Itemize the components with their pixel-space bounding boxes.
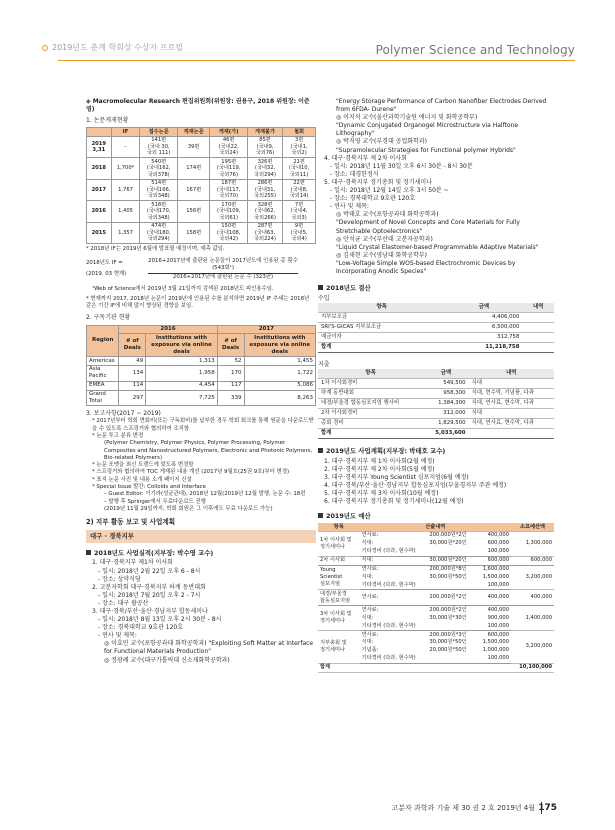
table-cell: Asia Pacific (87, 365, 119, 381)
list-item: "Low-Voltage Simple WOS-based Electrochromic Devices by Incorporating Anodic Species" (336, 259, 516, 275)
table-cell: 30,000원*30인 (429, 614, 467, 621)
list-item: - 연사 및 제목: (98, 632, 137, 640)
table-cell: 10,100,000 (511, 663, 554, 672)
table-header: 금액 (445, 303, 522, 313)
list-item: 1. 대구·경북지부 제1차 이사회 (92, 559, 173, 567)
inst-header: Institutions with exposure via online deals (146, 334, 217, 357)
table-cell: 400,000 (487, 606, 510, 613)
budget-total: 1,300,000 (511, 531, 554, 556)
section-1-heading: 1. 논문게재현황 (86, 117, 129, 125)
list-item: - 장소: 대경한정식 (330, 170, 379, 178)
list-item: - 장소: 경북대학교 9호관 120호 (98, 624, 184, 632)
if-formula (86, 258, 316, 282)
list-item: - 일시: 2018년 8월 13일 오후 2시 30분 - 8시 (98, 616, 222, 624)
table-cell: 3편 (국내1, 국외2) (283, 136, 316, 158)
header-left-text: 2019년도 춘계 학회상 수상자 프로필 (52, 43, 183, 52)
list-item: (2019년 11월 29일까지, 학회 회원은 그 이후에도 무료 다운로드 가능) (104, 505, 273, 512)
table-header: 항목 (318, 369, 423, 379)
list-item: "Supramolecular Strategies for Functional polymer Hybrids" (336, 146, 516, 154)
plan-list (318, 458, 554, 507)
table-cell: 1,722 (244, 365, 315, 381)
sub-heading-c (318, 447, 554, 456)
table-row (318, 565, 554, 573)
table-cell: EMEA (87, 381, 119, 390)
table-cell: 1,313 (146, 357, 217, 366)
table-row (87, 136, 316, 158)
budget-total: 3,200,000 (511, 565, 554, 590)
total-row (318, 342, 554, 352)
table-cell: Americas (87, 357, 119, 366)
table-cell: 30,000원*20인 (427, 556, 475, 565)
list-item: 3. 대구·경북/부산·울산·경남지부 합동세미나 (92, 608, 208, 615)
total-row (318, 429, 554, 439)
list-item: ◎ 박직영 교수(부경대 공업화학과) (336, 138, 427, 146)
table-row (87, 222, 316, 244)
sub-heading-d-text: 2019년도 예산 (326, 512, 371, 521)
page-header (0, 0, 615, 70)
table-cell (522, 342, 554, 352)
table-row (318, 312, 554, 322)
table-cell: 2차 이사회경비 (318, 409, 423, 419)
list-item: - 장소: 상약식당 (98, 575, 141, 583)
table-cell: 600,000 (487, 631, 510, 638)
year-header (87, 128, 112, 137)
table-cell: 117 (217, 381, 244, 390)
branch-band: 대구 · 경북지부 (86, 530, 316, 543)
table-row (318, 419, 554, 429)
table-cell: 연사료: (361, 631, 379, 638)
table-cell: 158편 (177, 222, 209, 244)
table-cell (522, 332, 554, 342)
table-cell: 식대: (361, 540, 374, 547)
table-cell: 100,000 (476, 622, 511, 630)
sub-heading-b (318, 284, 554, 293)
list-item: - 장소: 대구 팔공산 (98, 599, 149, 607)
deals-header: # of Deals (119, 334, 146, 357)
table-row (318, 630, 554, 638)
table-cell: 9편 (국내5, 국외4) (283, 222, 316, 244)
formula-numerator-count: (543회¹) (212, 264, 234, 271)
table-cell: 549,500 (423, 378, 468, 388)
table-cell: 4,406,000 (445, 312, 522, 322)
income-table (318, 303, 554, 353)
table-cell: 474편 (국내180, 국외294) (140, 222, 178, 244)
list-item: ◎ 김세현 교수(영남대 화학공학부) (336, 251, 427, 259)
formula-year: (2019. 03 현재) (86, 270, 127, 277)
table-cell: 식대: (361, 574, 374, 581)
table-cell: 식대: (361, 639, 374, 646)
table-cell: 1,500,000 (482, 639, 510, 646)
list-item: "Energy Storage Performance of Carbon Nanofiber Electrodes Derived from 6FDA- Durene" (336, 98, 547, 114)
list-item: ◎ 박태호 교수(포항공과대 화학공학과) (336, 211, 439, 219)
table-cell: 134 (119, 365, 146, 381)
table-cell: 900,000 (487, 614, 510, 621)
table-cell: 합계 (318, 429, 423, 439)
table-cell: 21편 (국내10, 국외11) (283, 158, 316, 180)
square-bullet-icon (318, 448, 323, 453)
table-cell: 기타경비 (다과, 현수막) (360, 622, 428, 630)
table-cell: 1,357 (111, 222, 140, 244)
formula-numerator-text: 2016+2017년에 출판된 논문들이 2017년도에 인용된 총 횟수 (148, 257, 298, 264)
list-item: * 표지 논문 사진 및 내용 소개 페이지 신설 (92, 476, 192, 483)
table-cell: Grand Total (87, 390, 119, 406)
budget-item: 3차 이사회 및 정기세미나 (318, 606, 360, 631)
table-cell: 1,000,000 (482, 647, 510, 654)
table-cell: 187편 (국내117, 국외70) (210, 179, 248, 201)
table-cell: 2016 (87, 201, 112, 223)
table-cell: 400,000 (476, 590, 511, 606)
square-bullet-icon (318, 285, 323, 290)
table-cell: 7편 (국내4, 국외3) (283, 201, 316, 223)
table-row (318, 332, 554, 342)
right-column (318, 98, 554, 673)
note-trend: * 현재까지 2017, 2018년 논문이 2019년에 인용된 수를 분석하면 2019년 IF 추세는 2018년 같은 기간 IF에 비해 많이 향상된 경향을 보임. (86, 295, 310, 310)
list-item: * 2017년부터 학회 면회비(또는 구독회비)를 납부한 경우 학회 회크를 통해 원문을 다운로드받을 수 있도록 스프링거와 협의하여 조치함 (92, 418, 314, 432)
left-column (86, 98, 316, 665)
table-header: 내역 (469, 369, 554, 379)
budget-item: 2차 이사회 (318, 556, 360, 565)
table-cell: 식대 (469, 409, 554, 419)
list-item: - 일시: 2018년 12월 14일 오후 3시 50분 ~ (330, 187, 449, 195)
table-cell: 195편 (국내119, 국외76) (210, 158, 248, 180)
publication-table (86, 127, 316, 244)
activity-continued-list (318, 98, 554, 276)
list-item: 2. 대구·경북지부 제 2차 이사회(5월 예정) (324, 465, 435, 473)
table-cell: 100,000 (476, 655, 511, 663)
table-header: 게재논문 (177, 128, 209, 137)
list-item: ◎ 이효민 교수(포항공과대 화학공학과) "Exploiting Soft Matter at Interface for Functional Materials Production" (104, 640, 314, 656)
table-cell: 5,086 (244, 381, 315, 390)
table-cell: 514편 (국내166, 국외348) (140, 179, 178, 201)
table-row (318, 389, 554, 399)
budget-total: 1,400,000 (511, 606, 554, 631)
list-item: – 발행 후 Springer에서 무료다운로드 진행 (104, 498, 206, 505)
table-cell: 1,767 (111, 179, 140, 201)
sub-heading-b-text: 2018년도 결산 (326, 284, 371, 293)
list-item: - 일시: 2018년 2월 22일 오후 6 - 8시 (98, 567, 201, 575)
list-item: 5. 대구·경북지부 제 3차 이사회(10월 예정) (324, 490, 439, 498)
table-cell: 연사료: (361, 606, 379, 613)
table-cell: 연사료: (361, 566, 379, 573)
section-3-heading: 3. 보고사항(2017 ~ 2019) (86, 410, 161, 418)
table-header: 접수논문 (140, 128, 178, 137)
table-cell: 200,000원*8인 (429, 566, 467, 573)
table-row (318, 378, 554, 388)
table-cell: 297 (119, 390, 146, 406)
list-item: - 연사 및 제목: (330, 203, 369, 211)
table-cell: 예금이자 (318, 332, 445, 342)
table-cell: 1,700* (111, 158, 140, 180)
activity-list (86, 559, 316, 664)
table-cell: 1,600,000 (482, 566, 510, 573)
table-cell: 4,454 (146, 381, 217, 390)
sub-heading-c-text: 2019년도 사업계획(지부장: 박태호 교수) (326, 447, 446, 456)
year-2016-header: 2016 (119, 325, 217, 334)
table-cell: 2018 (87, 158, 112, 180)
table-cell: 100,000 (476, 548, 511, 556)
table-cell: 167편 (177, 179, 209, 201)
footer-journal: 고분자 과학과 기술 제 30 권 2 호 2019년 4월 (391, 804, 535, 812)
table-cell (522, 312, 554, 322)
table-cell: 85편 (국내9, 국외76) (247, 136, 282, 158)
table-cell: 1,405 (111, 201, 140, 223)
table-cell: 1,829,500 (423, 419, 468, 429)
circle-icon (42, 45, 48, 51)
table-cell: 156편 (177, 201, 209, 223)
income-label: 수입 (318, 294, 330, 302)
list-item: 1. 대구·경북지부 제 1차 이사회(2월 예정) (324, 457, 435, 465)
table-cell: 기타경비 (다과, 현수막) (360, 581, 428, 589)
region-header: Region (87, 325, 119, 357)
table-cell: 100,000 (476, 581, 511, 589)
section-2-heading: 2. 구독기관 현황 (86, 314, 131, 322)
table-header: 항목 (318, 523, 360, 531)
table-row (318, 322, 554, 332)
table-cell: 200,000원*2인 (429, 532, 467, 539)
budget-total: 3,200,000 (511, 630, 554, 663)
table-cell: 400,000 (487, 532, 510, 539)
table-cell: 식대, 현수막, 기념품, 다과 (469, 389, 554, 399)
formula-note: ¹Web of Science에서 2019년 3월 21일까지 검색된 2018년도 피인용수임. (92, 285, 274, 292)
table-header: 금액 (423, 369, 468, 379)
expense-label: 지출 (318, 360, 330, 368)
total-row (318, 663, 554, 672)
table-row (87, 357, 316, 366)
table-cell: 52 (217, 357, 244, 366)
table-cell: 2019 3,31 (87, 136, 112, 158)
table-header: 게재(가) (210, 128, 248, 137)
table-cell: 312,758 (445, 332, 522, 342)
table-cell: 958,300 (423, 389, 468, 399)
table-cell: 328편 (국내62, 국외266) (247, 201, 282, 223)
table-cell: 30,000원*50인 (429, 639, 467, 646)
list-item: - 장소: 경북대학교 9호관 120호 (330, 195, 416, 203)
table-cell: 312,000 (423, 409, 468, 419)
table-cell (360, 663, 511, 672)
sub-heading-a-text: 2018년도 사업실적(지부장: 박수영 교수) (94, 548, 214, 557)
sub-heading-d (318, 512, 554, 521)
table-header: IF (111, 128, 140, 137)
table-header: 산출내역 (360, 523, 511, 531)
table-cell: 기타경비 (다과, 현수막) (360, 655, 428, 663)
table-cell: 연사료: (361, 532, 379, 539)
list-item: ◎ 이지석 교수(울산과학기술원 에너지 및 화학공학부) (336, 114, 478, 122)
list-item: * 스프링거와 협의하여 TOC 게재된 내용 개선 (2017년 9월호(25권 9호)부터 변경) (92, 469, 290, 476)
header-left (42, 43, 183, 54)
list-item: * 논문 포맷을 최신 트렌드에 맞도록 변경함 (92, 462, 194, 469)
table-cell: 합계 (318, 663, 360, 672)
table-header: 항목 (318, 303, 445, 313)
table-cell: 1,455 (244, 357, 315, 366)
subscriber-table (86, 325, 316, 407)
table-cell: 식대 (469, 378, 554, 388)
budget-item: Young Scientist 심포지엄 (318, 565, 360, 590)
table-cell: 6,500,000 (445, 322, 522, 332)
table-cell: 200,000원*2인 (427, 590, 475, 606)
table-row (87, 381, 316, 390)
table-cell: 2015 (87, 222, 112, 244)
table-cell: 30,000원*20인 (429, 540, 467, 547)
list-item: * Special Issue 발간: Colloids and Interface (92, 484, 206, 491)
table-cell: 총회 경비 (318, 419, 423, 429)
page-footer (0, 800, 615, 820)
table-cell: 150편 (국내108, 국외42) (210, 222, 248, 244)
table-cell: 49 (119, 357, 146, 366)
table-cell: 하계 동반대회 (318, 389, 423, 399)
table-cell: 200,000원*2인 (429, 606, 467, 613)
budget-table (318, 523, 554, 673)
table-cell (427, 622, 475, 630)
table-cell: 518편 (국내170, 국외348) (140, 201, 178, 223)
list-item: - 일시: 2018년 7월 20일 오후 2 - 7시 (98, 591, 201, 599)
table-row (318, 590, 554, 606)
formula-fraction (148, 258, 298, 282)
budget-total: 400,000 (511, 590, 554, 606)
table-header: 철회 (283, 128, 316, 137)
table-cell: 지부보조금 (318, 312, 445, 322)
table-cell: 11,218,758 (445, 342, 522, 352)
list-item: * 논문 투고 분류 변경 (92, 433, 144, 439)
header-right: Polymer Science and Technology (375, 43, 575, 57)
table-row (87, 158, 316, 180)
table-cell: 7,725 (146, 390, 217, 406)
table-cell: 339 (217, 390, 244, 406)
budget-total: 600,000 (511, 556, 554, 565)
table-cell: 기념품: (361, 647, 379, 654)
table-header: 내역 (522, 303, 554, 313)
list-item: ◎ 안석균 교수(부산대 고분자공학과) (336, 235, 433, 243)
table-cell: – (111, 136, 140, 158)
table-cell: 20,000원*50인 (429, 647, 467, 654)
list-item: "Development of Novel Concepts and Core Materials for Fully Stretchable Optoelectronics" (336, 219, 520, 235)
list-item: 5. 대구·경북지부 정기총회 및 정기세미나 (324, 178, 432, 186)
table-row (318, 399, 554, 409)
table-cell: 30,000원*50인 (429, 574, 467, 581)
square-bullet-icon (318, 513, 323, 518)
table-cell: 2017 (87, 179, 112, 201)
list-item: (Polymer Chemistry, Polymer Physics, Polymer Processing, Polymer Composites and Nanostructured Polymers, Electronic and Photonic Polymers, Bio-related Polymers) (104, 440, 313, 461)
table-cell: 22편 (국내8, 국외14) (283, 179, 316, 201)
table-cell: 170 (217, 365, 244, 381)
table-cell: SRI'S-GICAS 지부보조금 (318, 322, 445, 332)
report-items (86, 418, 316, 513)
editor-heading: ◈ Macromolecular Research 편집위원회(위원장: 권용구, 2018 위원장: 이준영) (86, 98, 310, 114)
table-cell: 1,384,300 (423, 399, 468, 409)
table-cell: 286편 (국내31, 국외255) (247, 179, 282, 201)
table-cell: 1,500,000 (482, 574, 510, 581)
table-row (87, 390, 316, 406)
table-cell: 46편 (국내22, 국외24) (210, 136, 248, 158)
branch-section-title: 2) 지부 활동 보고 및 사업계획 (86, 518, 176, 527)
table-cell: 식대: (361, 614, 374, 621)
list-item: - 일시: 2018년 11월 30일 오후 6시 30분 - 8시 30분 (330, 162, 473, 170)
table-cell: 식대: (360, 556, 428, 565)
list-item: 4. 대구·경북지부 제 2차 이사회 (324, 154, 407, 162)
inst-header: Institutions with exposure via online deals (244, 334, 315, 357)
deals-header: # of Deals (217, 334, 244, 357)
table-cell (469, 429, 554, 439)
table-cell (522, 322, 554, 332)
table-cell: 326편 (국내32, 국외294) (247, 158, 282, 180)
list-item: 3. 대구·경북지부 Young Scientist 심포지엄(6월 예정) (324, 473, 469, 481)
list-item: 2. 고분자학회 대구·경북지부 하계 동반대회 (92, 583, 206, 591)
table-cell: 8,263 (244, 390, 315, 406)
list-item: "Liquid Crystal Elastomer-based Programmable Adaptive Materials" (336, 243, 539, 251)
table-cell: 식대, 연사료, 현수막, 다과 (469, 419, 554, 429)
table-cell (427, 581, 475, 589)
table-header: 소요예산액 (511, 523, 554, 531)
table-row (87, 365, 316, 381)
table-cell: 5,033,600 (423, 429, 468, 439)
table-cell: 287편 (국내63, 국외224) (247, 222, 282, 244)
table-cell: 114 (119, 381, 146, 390)
year-2017-header: 2017 (217, 325, 315, 334)
table-cell: 39편 (177, 136, 209, 158)
table-row (318, 556, 554, 565)
formula-numerator (148, 258, 298, 275)
table-row (318, 531, 554, 539)
table-cell: 174편 (177, 158, 209, 180)
formula-denominator: 2016+2017년에 출판된 논문 수 (323편) (172, 274, 274, 281)
list-item: 4. 대구·경북/부산·울산·경남지부 합동심포지엄(부울경지부 주관 예정) (324, 482, 507, 489)
formula-lhs: 2018년도 IF = (86, 259, 123, 266)
table-row (318, 606, 554, 614)
table-cell: 600,000 (476, 556, 511, 565)
table-cell (427, 655, 475, 663)
budget-item: 1차 이사회 및 정기세미나 (318, 531, 360, 556)
budget-item: 지부총회 및 정기세미나 (318, 630, 360, 663)
table-cell (427, 548, 475, 556)
table-cell: 1,958 (146, 365, 217, 381)
header-divider (58, 60, 575, 61)
table-cell: 식대, 연사료, 현수막, 다과 (469, 399, 554, 409)
square-bullet-icon (86, 550, 91, 555)
page-number: 175 (538, 803, 557, 813)
table-cell: 연사료: (360, 590, 428, 606)
table-cell: 600,000 (487, 540, 510, 547)
table-cell: 141편 (국내 30, 국외 111) (140, 136, 178, 158)
table-row (87, 201, 316, 223)
list-item: 6. 대구·경북지부 정기총회 및 정기세미나(12월 예정) (324, 498, 464, 506)
budget-item: 대경/부울경 합동심포지엄 (318, 590, 360, 606)
table-cell: 1차 이사회경비 (318, 378, 423, 388)
list-item: "Dynamic Conjugated Organogel Microstructure via Halftone Lithography" (336, 122, 519, 138)
table-row (318, 409, 554, 419)
sub-heading-a (86, 549, 316, 558)
table-cell: 170편 (국내109, 국외61) (210, 201, 248, 223)
table-cell: 200,000원*3인 (429, 631, 467, 638)
list-item: – Guest Editor: 이기라(성균관대), 2018년 12월(2019년 12월 발행, 논문 수: 18편 (104, 491, 306, 498)
list-item: ◎ 정광례 교수(대구가톨릭대 신소재화학공학과) (104, 656, 230, 664)
table-cell: 대경/부울경 합동심포지엄 행사비 (318, 399, 423, 409)
table-header: 게재불가 (247, 128, 282, 137)
table-row (87, 179, 316, 201)
table-cell: 540편 (국내162, 국외378) (140, 158, 178, 180)
table-cell: 합계 (318, 342, 445, 352)
note-if: * 2018년 IF는 2019년 6월에 발표될 예정이며, 예측 값임. (86, 246, 225, 253)
table-cell: 기타경비 (다과, 현수막) (360, 548, 428, 556)
expense-table (318, 369, 554, 439)
